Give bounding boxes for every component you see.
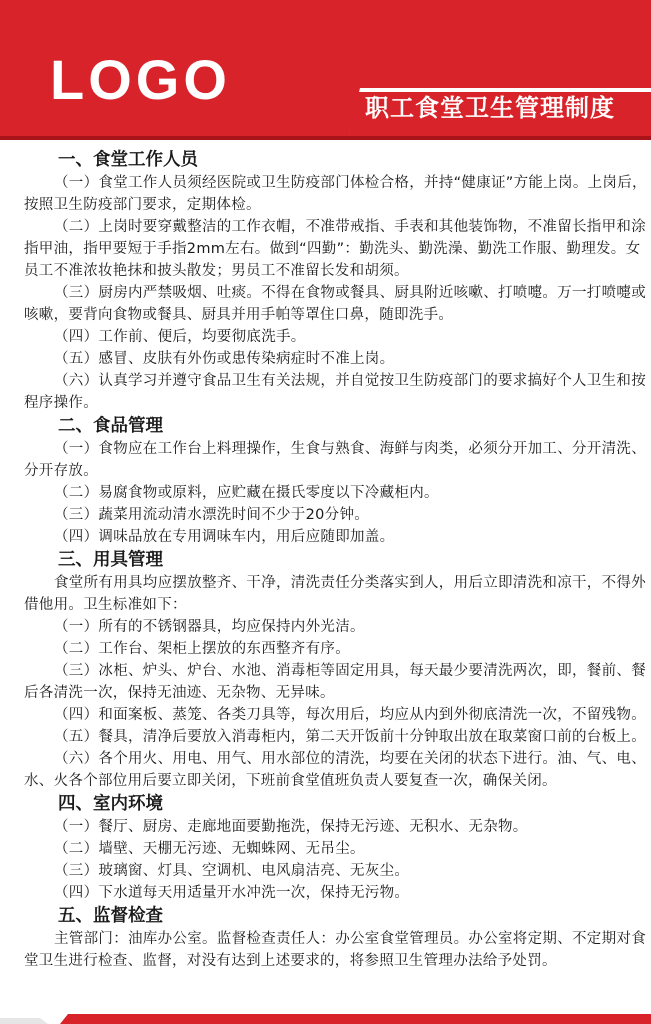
section-utensils: [24, 548, 648, 792]
paragraph: （五）餐具，清净后要放入消毒柜内，第二天开饭前十分钟取出放在取菜窗口前的台板上。: [54, 729, 646, 745]
section-title: 三、用具管理: [58, 550, 163, 570]
paragraph: （三）玻璃窗、灯具、空调机、电风扇洁亮、无灰尘。: [54, 863, 410, 879]
paragraph: （六）各个用火、用电、用气、用水部位的清洗，均要在关闭的状态下进行。油、气、电、水、火各个部位用后要立即关闭，下班前食堂值班负责人要复查一次，确保关闭。: [24, 751, 646, 789]
section-environment: [24, 792, 648, 904]
paragraph: 主管部门：油库办公室。监督检查责任人：办公室食堂管理员。办公室将定期、不定期对食堂卫生进行检查、监督，对没有达到上述要求的，将参照卫生管理办法给予处罚。: [24, 931, 646, 969]
section-title: 一、食堂工作人员: [58, 150, 198, 170]
document-title: 职工食堂卫生管理制度: [365, 94, 615, 122]
paragraph: （四）下水道每天用适量开水冲洗一次，保持无污物。: [54, 885, 410, 901]
section-title: 二、食品管理: [58, 416, 163, 436]
footer-red-bar: [60, 1014, 651, 1024]
paragraph: （四）工作前、便后，均要彻底洗手。: [54, 329, 306, 345]
paragraph: （二）墙壁、天棚无污迹、无蜘蛛网、无吊尘。: [54, 841, 365, 857]
document-body: [24, 148, 648, 972]
paragraph: （三）厨房内严禁吸烟、吐痰。不得在食物或餐具、厨具附近咳嗽、打喷嚏。万一打喷嚏或咳嗽，要背向食物或餐具、厨具并用手帕等罩住口鼻，随即洗手。: [24, 285, 646, 323]
footer-graphic: [0, 1006, 651, 1024]
paragraph: （二）易腐食物或原料，应贮藏在摄氏零度以下冷藏柜内。: [54, 485, 439, 501]
section-title: 五、监督检查: [58, 906, 163, 926]
paragraph: （四）调味品放在专用调味车内，用后应随即加盖。: [54, 529, 395, 545]
paragraph: （五）感冒、皮肤有外伤或患传染病症时不准上岗。: [54, 351, 395, 367]
paragraph: （四）和面案板、蒸笼、各类刀具等，每次用后，均应从内到外彻底清洗一次，不留残物。: [54, 707, 646, 723]
paragraph: 食堂所有用具均应摆放整齐、干净，清洗责任分类落实到人，用后立即清洗和凉干，不得外借他用。卫生标准如下：: [24, 575, 646, 613]
section-staff: [24, 148, 648, 414]
logo: LOGO: [50, 48, 231, 111]
section-food: [24, 414, 648, 548]
paragraph: （三）冰柜、炉头、炉台、水池、消毒柜等固定用具，每天最少要清洗两次，即，餐前、餐后各清洗一次，保持无油迹、无杂物、无异味。: [24, 663, 646, 701]
paragraph: （一）餐厅、厨房、走廊地面要勤拖洗，保持无污迹、无积水、无杂物。: [54, 819, 528, 835]
paragraph: （三）蔬菜用流动清水漂洗时间不少于20分钟。: [54, 507, 370, 523]
section-supervision: [24, 904, 648, 972]
paragraph: （一）所有的不锈钢器具，均应保持内外光洁。: [54, 619, 365, 635]
paragraph: （二）工作台、架柜上摆放的东西整齐有序。: [54, 641, 350, 657]
header-banner: [0, 0, 651, 140]
paragraph: （六）认真学习并遵守食品卫生有关法规，并自觉按卫生防疫部门的要求搞好个人卫生和按程序操作。: [24, 373, 646, 411]
section-title: 四、室内环境: [58, 794, 163, 814]
paragraph: （一）食物应在工作台上料理操作，生食与熟食、海鲜与肉类，必须分开加工、分开清洗、分开存放。: [24, 441, 646, 479]
footer-band: [0, 1006, 651, 1024]
paragraph: （一）食堂工作人员须经医院或卫生防疫部门体检合格，并持“健康证”方能上岗。上岗后，按照卫生防疫部门要求，定期体检。: [24, 175, 647, 213]
paragraph: （二）上岗时要穿戴整洁的工作衣帽，不准带戒指、手表和其他装饰物，不准留长指甲和涂指甲油，指甲要短于手指2mm左右。做到“四勤”：勤洗头、勤洗澡、勤洗工作服、勤理发。女员工不准浓妆艳抹和披头散发；男员工不准留长发和胡须。: [24, 219, 646, 279]
